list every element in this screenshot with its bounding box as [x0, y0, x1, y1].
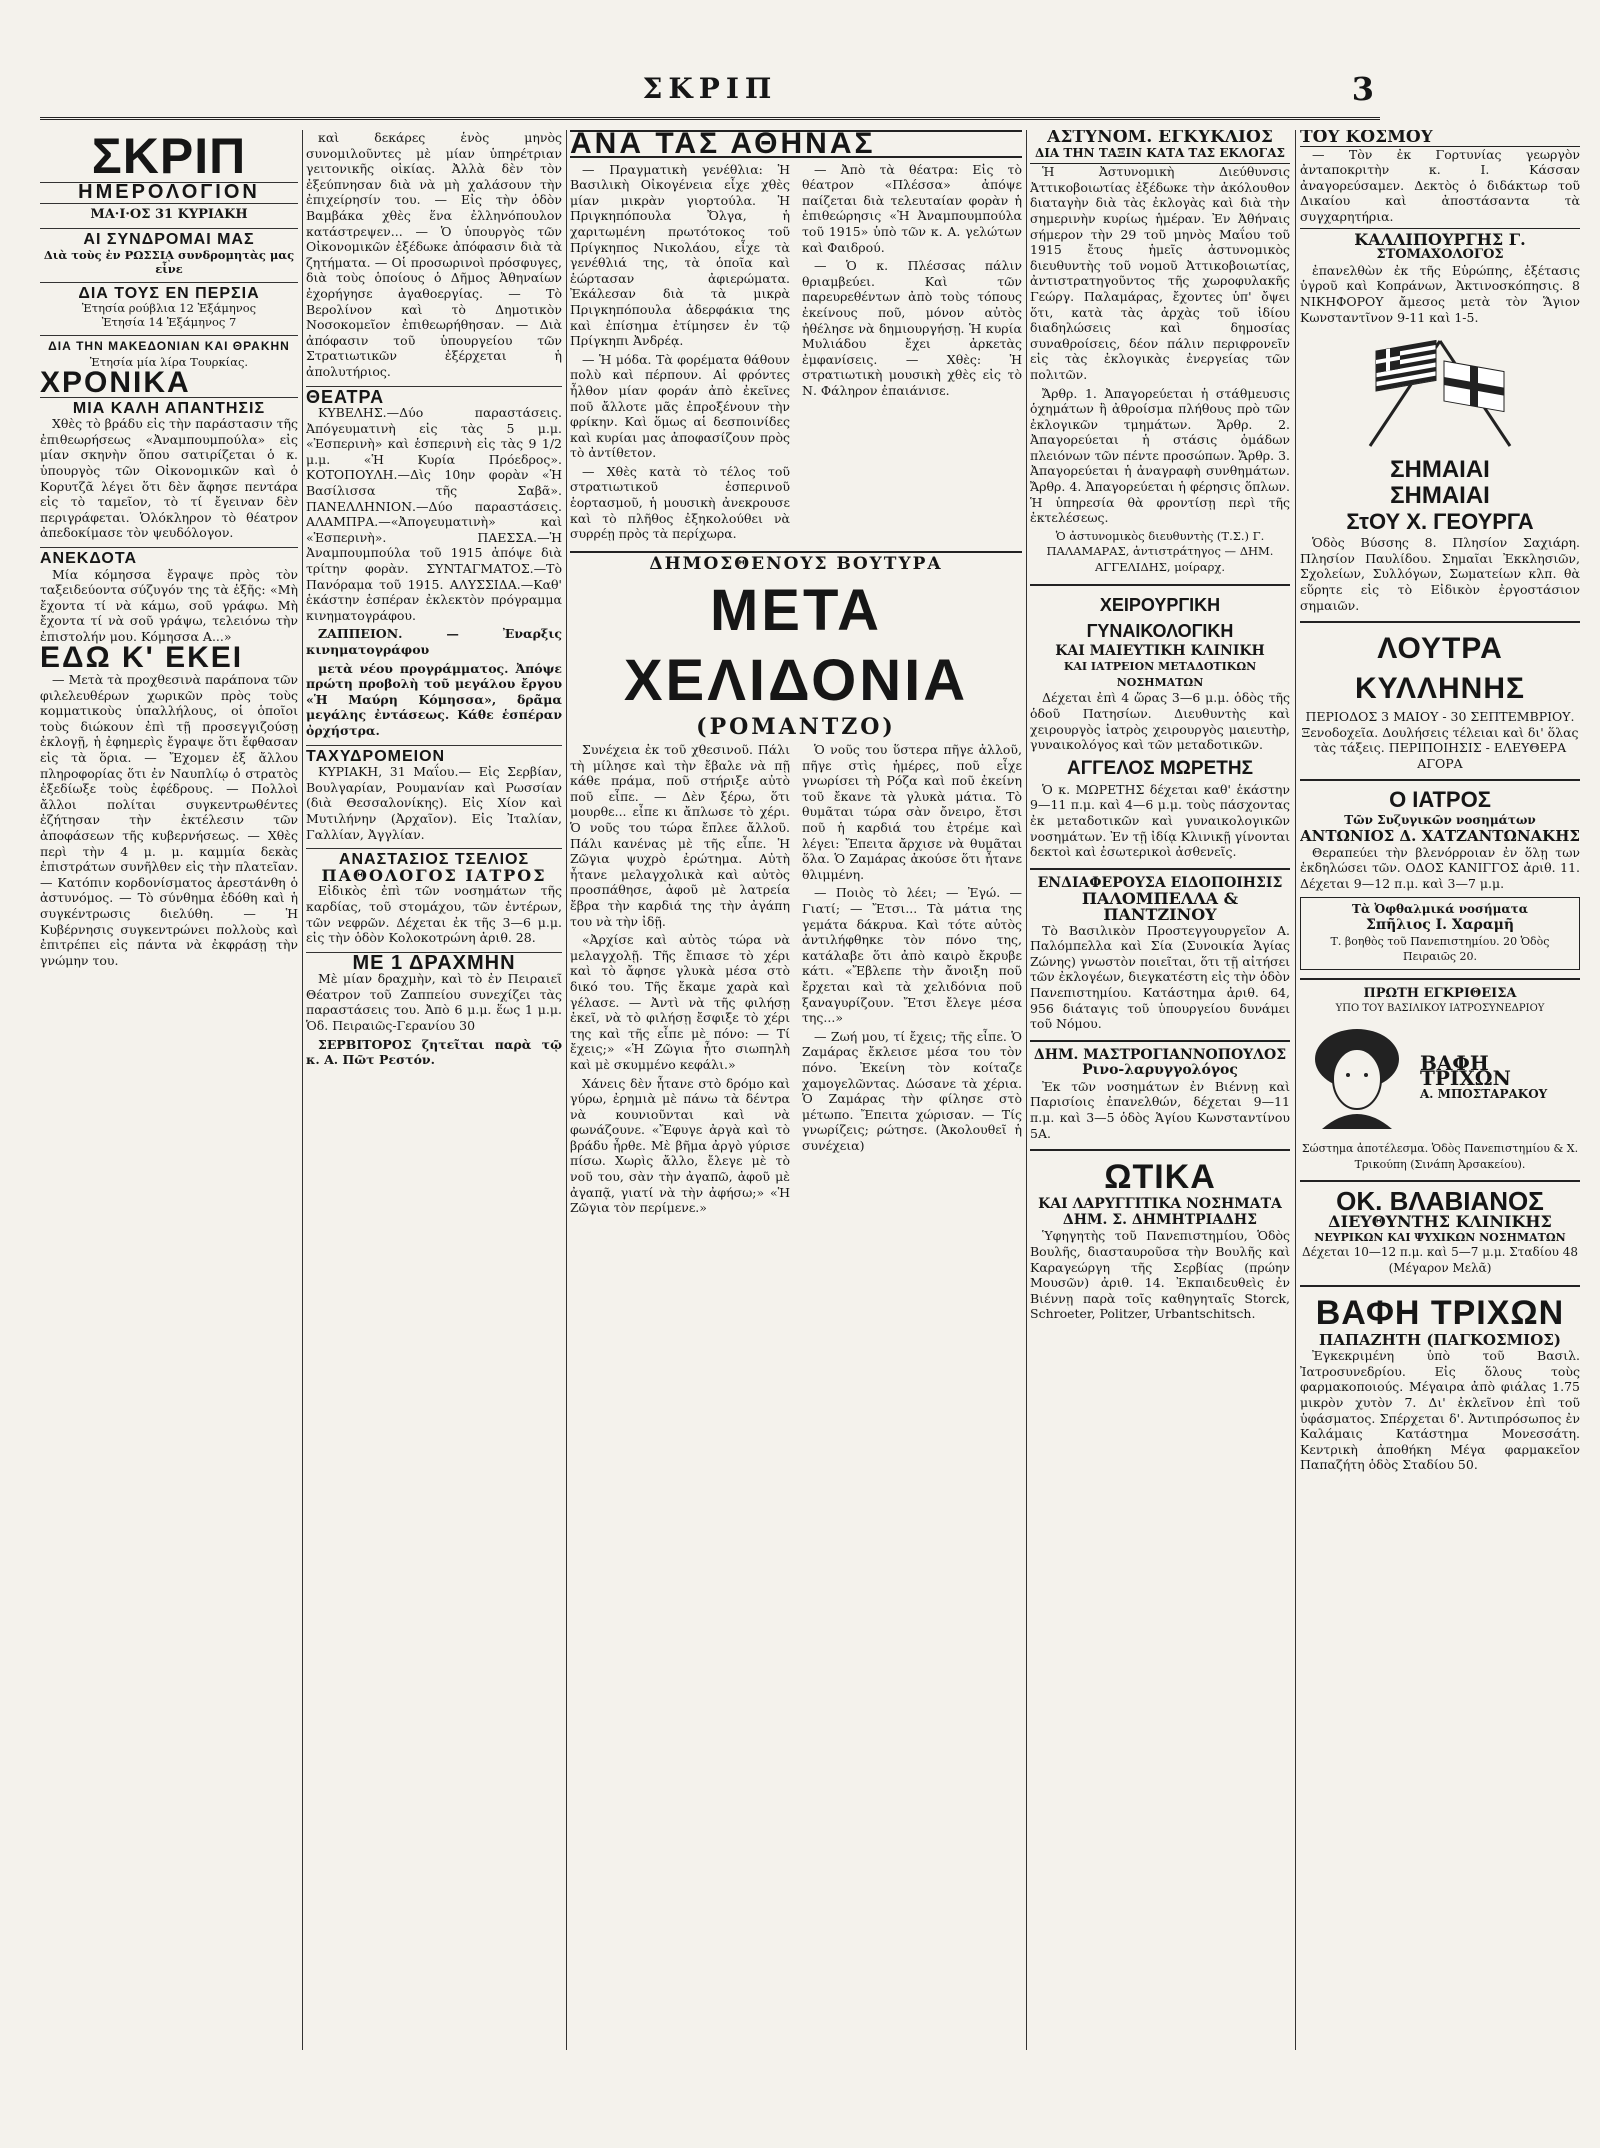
vlavianos-text: Δέχεται 10—12 π.μ. καὶ 5—7 μ.μ. Σταδίου 48 (Μέγαρον Μελᾶ): [1301, 1245, 1579, 1275]
column-5: [1030, 130, 1290, 2050]
novel-body: [570, 742, 1022, 1219]
macedonia-text: Ἐτησία μία λίρα Τουρκίας.: [89, 354, 249, 369]
vafi-text: Σώστημα ἀποτέλεσμα. Ὁδὸς Πανεπιστημίου & Χ. Τρικούπη (Σινάπη Ἀρσακείου).: [1301, 1142, 1579, 1171]
vafi-maker: Α. ΜΠΟΣΤΑΡΑΚΟΥ: [1420, 1086, 1548, 1101]
palompella-heading: ΕΝΔΙΑΦΕΡΟΥΣΑ ΕΙΔΟΠΟΙΗΣΙΣ: [1037, 874, 1283, 891]
otika-doctor: ΔΗΜ. Σ. ΔΗΜΗΤΡΙΑΔΗΣ: [1062, 1211, 1258, 1228]
vlavianos-subheading: ΔΙΕΥΘΥΝΤΗΣ ΚΛΙΝΙΚΗΣ: [1328, 1212, 1552, 1232]
papazitis-subheading: ΠΑΠΑΖΗΤΗ (ΠΑΓΚΟΣΜΙΟΣ): [1319, 1330, 1561, 1349]
theatra-text: ΚΥΒΕΛΗΣ.—Δύο παραστάσεις. Ἀπόγευματινὴ εἰς τὰς 5 μ.μ. «Ἑσπερινὴ» καὶ ἑσπερινὴ εἰς τὰς 9 1/2 μ.μ. «Ἡ Κυρία Πρόεδρος». ΚΟΤΟΠΟΥΛΗ.—Δὶς 10ην φορὰν «Ἡ Βασίλισσα τῆς Σαβᾶ». ΠΑΝΕΛΛΗΝΙΟΝ.—Δύο παραστάσεις. ΑΛΑΜΠΡΑ.—«Ἀπογευματινὴ» καὶ «Ἑσπερινὴ». ΠΑΕΣΣΑ.—Ἡ Ἀναμπουμπούλα τοῦ 1915 ἀπόψε διὰ τρίτην φορὰν. ΣΥΝΤΑΓΜΑΤΟΣ.—Τὸ Πανόραμα τοῦ 1915. ΑΛΥΣΣΙΔΑ.—Καθ' ἑκάστην ἑσπέραν ἐκλεκτὸν πρόγραμμα κινηματογράφου.: [306, 405, 562, 623]
column-1: [40, 130, 298, 2050]
papazitis-text: Ἐγκεκριμένη ὑπὸ τοῦ Βασιλ. Ἰατροσυνεδρίου. Εἰς ὅλους τοὺς φαρμακοποιούς. Μέγαιρα ἀπὸ φιάλας 1.75 μικρὸν χυτὸν 7. Δι' ἐκλεῖνον ἐπὶ τοῦ ὑφάσματος. Σπέρχεται δ'. Ἀντιπρόσωπος ἐν Καλάμαις Κατάστημα Μονεσσάτη. Κεντρικὴ ἀποθήκη Μέγα φαρμακεῖον Παπαζήτη ὁδὸς Σταδίου 50.: [1300, 1348, 1580, 1473]
gyn-text: Δέχεται ἐπὶ 4 ὥρας 3—6 μ.μ. ὁδὸς τῆς ὁδοῦ Πατησίων. Διευθυντὴς καὶ χειρουργὸς ἰατρὸς χειρουργὸς μαιευτὴρ, γυναικολόγος καὶ τῶν μεταδοτικῶν.: [1030, 690, 1290, 753]
chronika-heading: ΧΡΟΝΙΚΑ: [40, 365, 191, 399]
calendar-subtitle: ΗΜΕΡΟΛΟΓΙΟΝ: [40, 182, 298, 204]
ophthalmic-text: Τ. βοηθὸς τοῦ Πανεπιστημίου. 20 Ὁδὸς Πειραιῶς 20.: [1330, 934, 1550, 964]
subscriptions-text: Διὰ τοὺς ἐν ΡΩΣΣΙᾼ συνδρομητὰς μας εἶνε: [43, 247, 295, 276]
otika-heading: ΩΤΙΚΑ: [1104, 1158, 1216, 1197]
edo-text: — Μετὰ τὰ προχθεσινὰ παράπονα τῶν φιλελευθέρων χωρικῶν πρὸς τοὺς κομματικοὺς ὑπαλλήλους, οἱ ὁποῖοι τοὺς διώκουν ἐπὶ τῇ προσεγγιζούσῃ ἐκλογῇ, ἡ ἐφημερὶς ἔγραψε ὅτι ἔφθασαν εἰς τὰ ὅρια. — Ἔχομεν ἐξ ἄλλου πληροφορίας ὅτι ἐν Ναυπλίῳ ὁ στρατὸς ἐξεδίωξε τοὺς ἐφέδρους. — Πολλοὶ ἄλλοι πολίται συγκεντρωθέντες ἐζήτησαν τὴν ἐκτέλεσιν τῶν ἀποφάσεων τῆς κυβερνήσεως. — Χθὲς περὶ τὴν 4 μ. μ. καμμία δεκὰς ἐπιστράτων συνῆλθεν εἰς τὴν πλατεῖαν. — Κατόπιν κορδονίσματος ἀρεστάνθη ὁ ἀστυνόμος. — Τὸ σύνθημα ἐδόθη καὶ ἡ συγκέντρωσις διελύθη. — Ἡ Κυβέρνησις συγκεντρώνει πολλοὺς καὶ ἐπιτρέπει εἰς πάντα νὰ ἐκφράσῃ τὴν γνώμην του.: [40, 672, 298, 968]
post-text: ΚΥΡΙΑΚΗ, 31 Μαΐου.— Εἰς Σερβίαν, Βουλγαρίαν, Ρουμανίαν καὶ Ρωσσίαν (διὰ Θεσσαλονίκης). Εἰς Χίον καὶ Μυτιλήνην (Ἀρχαῖον). Εἰς Ἰταλίαν, Γαλλίαν, Ἀγγλίαν.: [306, 764, 562, 842]
otika-text: Ὑφηγητὴς τοῦ Πανεπιστημίου, Ὁδὸς Βουλῆς, διασταυροῦσα τὴν Βουλῆς καὶ Καραγεώργη τῆς Σερβίας (πρώην Μουσῶν) ἀριθ. 14. Ἐκπαιδευθεὶς ἐν Βιέννῃ παρὰ τοῖς καθηγηταῖς Storck, Schroeter, Politzer, Urbantschitsch.: [1030, 1228, 1290, 1322]
post-heading: ΤΑΧΥΔΡΟΜΕΙΟΝ: [306, 745, 562, 765]
gyn-ad: [1030, 584, 1290, 860]
masthead: ΣΚΡΙΠ: [642, 72, 778, 105]
mastrogiannopoulos-text: Ἐκ τῶν νοσημάτων ἐν Βιέννῃ καὶ Παρισίοις ἐπανελθών, δέχεται 9—11 π.μ. καὶ 3—5 ὁδὸς Ἁγίου Κωνσταντίνου 5Α.: [1030, 1078, 1290, 1141]
kosmos-text: — Τὸν ἐκ Γορτυνίας γεωργὸν ἀνταποκριτὴν κ. Ι. Κάσσαν ἀναγορεύσαμεν. Δεκτὸς ὁ διδάκτωρ τοῦ Δικαίου καὶ ἀποστάσαντα τὰ συγχαρητήρια.: [1300, 146, 1580, 224]
ana-heading: ΑΝΑ ΤΑΣ ΑΘΗΝΑΣ: [570, 130, 1022, 158]
kosmos-heading: ΤΟΥ ΚΟΣΜΟΥ: [1300, 130, 1580, 147]
mastrogiannopoulos-heading: ΔΗΜ. ΜΑΣΤΡΟΓΙΑΝΝΟΠΟΥΛΟΣ: [1033, 1046, 1287, 1063]
vafi-subheading: ΥΠΟ ΤΟΥ ΒΑΣΙΛΙΚΟΥ ΙΑΤΡΟΣΥΝΕΔΡΙΟΥ: [1335, 1003, 1545, 1015]
asty-text: Ἡ Ἀστυνομικὴ Διεύθυνσις Ἀττικοβοιωτίας ἐξέδωκε τὴν ἀκόλουθον διαταγὴν διὰ τὰς ἐκλογὰς καὶ διὰ τὴν σημερινὴν κυρίως ἡμέραν. Ἐν Ἀθήναις σήμερον τὴν 29 τοῦ μηνὸς Μαΐου τοῦ 1915 ἔτους ἡμεῖς ἀστυνομικὸς διευθυντὴς τοῦ νομοῦ Ἀττικοβοιωτίας, ἀντιστρατηγοῦντος τῆς χωροφυλακῆς Γεώργ. Παλαμάρας, ἔχοντες ὑπ' ὄψει ὅτι, κατὰ τὰς ἀρχὰς τοῦ ἰδίου διαδηλώσεις καὶ δημοσίας συναθροίσεις, δέον πάλιν περιφρονεῖν εἰς τὰς ἐκλογικὰς ἐνεργείας τῶν πολιτῶν.: [1030, 164, 1290, 382]
doctor-name: ΑΝΑΣΤΑΣΙΟΣ ΤΣΕΛΙΟΣ: [306, 848, 562, 868]
edo-heading: ΕΔΩ Κ' ΕΚΕΙ: [40, 641, 244, 675]
palompella-subheading: ΠΑΛΟΜΠΕΛΛΑ & ΠΑΝΤΖΙΝΟΥ: [1081, 889, 1239, 924]
papazitis-heading: ΒΑΦΗ ΤΡΙΧΩΝ: [1315, 1293, 1565, 1332]
anekdota-text: Μία κόμησσα ἔγραψε πρὸς τὸν ταξειδεύοντα σύζυγόν της τὰ ἑξῆς: «Μὴ ἔχοντα τί νὰ κάμω, σοῦ γράφω. Μὴ ἔχοντα τί νὰ σοῦ γράψω, τελειόνω τὴν ἐπιστολήν μου. Κόμησσα Α...»: [40, 566, 298, 644]
persia-heading: ΔΙΑ ΤΟΥΣ ΕΝ ΠΕΡΣΙΑ: [40, 282, 298, 302]
zappeion-text: μετὰ νέου προγράμματος. Ἀπόψε πρώτη προβολὴ τοῦ μεγάλου ἔργου «Ἡ Μαύρη Κόμησσα», δρᾶμα μεγάλης ἐντάσεως. Κάθε ἑσπέραν ὀρχήστρα.: [306, 660, 562, 738]
macedonia-heading: ΔΙΑ ΤΗΝ ΜΑΚΕΔΟΝΙΑΝ ΚΑΙ ΘΡΑΚΗΝ: [40, 335, 298, 355]
calendar-date: ΜΑ·Ι·ΟΣ 31 ΚΥΡΙΑΚΗ: [90, 206, 248, 222]
vafi-title: ΒΑΦΗ ΤΡΙΧΩΝ: [1420, 1050, 1511, 1091]
otika-subheading: ΚΑΙ ΛΑΡΥΓΓΙΤΙΚΑ ΝΟΣΗΜΑΤΑ: [1038, 1196, 1282, 1213]
asty-signature: Ὁ ἀστυνομικὸς διευθυντὴς (Τ.Σ.) Γ. ΠΑΛΑΜΑΡΑΣ, ἀντιστράτηγος — ΔΗΜ. ΑΓΓΕΛΙΔΗΣ, μοίραρχ.: [1046, 528, 1274, 575]
vlavianos-heading: ΟΚ. ΒΛΑΒΙΑΝΟΣ: [1336, 1186, 1544, 1217]
column-3: [570, 130, 1022, 2050]
column-rule: [566, 130, 567, 2050]
vafi-ad: [1300, 978, 1580, 1172]
asty-text-b: Ἄρθρ. 1. Ἀπαγορεύεται ἡ στάθμευσις ὁχημάτων ἢ ἀθροίσμα πλήθους πρὸ τῶν ἐκλογικῶν τμημάτων. Ἄρθρ. 2. Ἀπαγορεύεται ἡ στάσις ὁμάδων πλειόνων τῶν πέντε προσώπων. Ἄρθρ. 3. Ἀπαγορεύεται ἡ ἀναγραφὴ συνθημάτων. Ἄρθρ. 4. Ἀπαγορεύεται ἡ φέρησις ὅπλων. Ἡ ὑπηρεσία θὰ φροντίσῃ περὶ τῆς ἐκτελέσεως.: [1030, 385, 1290, 526]
palompella-ad: [1030, 868, 1290, 1032]
loutra-line-1: ΛΟΥΤΡΑ: [1377, 632, 1503, 666]
ana-text-b: — Ἡ μόδα. Τὰ φορέματα θάθουν πολὺ καὶ πέρπουν. Αἱ φρόντες ἦλθον μίαν φοράν ἀπὸ ἐκεῖνες ποῦ ἄλλοτε μᾶς ἐπροξένουν τὴν φρίκην. Καὶ ὅμως αἱ δεσποινίδες καὶ κυρίαι μας ἀποφασίζουν πρὸς τὸ ἀντίθετον.: [570, 351, 790, 461]
novel-text-b: Ὁ νοῦς του ὕστερα πῆγε ἀλλοῦ, πῆγε στὶς ἡμέρες, ποῦ εἶχε γνωρίσει τὴ Ρόζα καὶ ποῦ ἐκείνη τοῦ ἔκανε τὰ γλυκὰ μάτια. Τὸ θυμᾶται τώρα σὰν ὄνειρο, ἔτσι ποῦ ἡ καρδιά του ἐτρέμε καὶ λέγει: Ἔπειτα ἄρχισε νὰ θυμᾶται ὅλα. Ὁ Ζαμάρας ἀκούσε ὅτι ἦτανε θλιμμένη.: [802, 742, 1022, 882]
loutra-text: ΠΕΡΙΟΔΟΣ 3 ΜΑΙΟΥ - 30 ΣΕΠΤΕΜΒΡΙΟΥ. Ξενοδοχεῖα. Δουλήσεις τέλειαι καὶ δι' ὅλας τὰς τάξεις. ΠΕΡΙΠΟΙΗΣΙΣ - ΕΛΕΥΘΕΡΑ ΑΓΟΡΑ: [1301, 709, 1579, 771]
kali-heading: ΜΙΑ ΚΑΛΗ ΑΠΑΝΤΗΣΙΣ: [40, 397, 298, 417]
serbitor-ad: ΣΕΡΒΙΤΟΡΟΣ ζητεῖται παρὰ τῷ κ. Α. Πῶτ Ρεστόν.: [306, 1036, 562, 1068]
gyn-heading: ΧΕΙΡΟΥΡΓΙΚΗ ΓΥΝΑΙΚΟΛΟΓΙΚΗ: [1086, 594, 1234, 641]
novel-text-d: — Ποιὸς τὸ λέει; — Ἐγώ. — Γιατί; — Ἔτσι... Τὰ μάτια της γεμάτα δάκρυα. Καὶ τότε αὐτὸς ἀντιλήφθηκε τὸν πόνο της, κατάλαβε ὅτι ἀπὸ καιρὸ ἔκρυβε κάτι. «Ἔβλεπε τὴν ἄνοιξη ποῦ ἔρχεται καὶ τὰ χελιδόνια ποῦ ξαναγυρίζουν. Ἔτσι ἔλεγε μέσα της...»: [802, 885, 1022, 1026]
iatros-subheading: Τῶν Συζυγικῶν νοσημάτων: [1344, 813, 1536, 828]
novel-author: ΔΗΜΟΣΘΕΝΟΥΣ ΒΟΥΤΥΡΑ: [570, 551, 1022, 573]
drachmi-text: Μὲ μίαν δραχμὴν, καὶ τὸ ἐν Πειραιεῖ Θέατρον τοῦ Ζαππείου συνεχίζει τὰς παραστάσεις του. Ἀπὸ 6 μ.μ. ἕως 1 μ.μ. Ὁδ. Πειραιῶς-Γερανίου 30: [306, 971, 562, 1034]
vafi-heading: ΠΡΩΤΗ ΕΓΚΡΙΘΕΙΣΑ: [1363, 985, 1517, 1001]
loutra-line-2: ΚΥΛΛΗΝΗΣ: [1355, 672, 1525, 706]
persia-line-1: Ἐτησία ρούβλια 12 Ἑξάμηνος: [81, 301, 257, 316]
flags-text: Ὁδὸς Βύσσης 8. Πλησίον Σαχιάρη. Πλησίον Παυλίδου. Σημαῖαι Ἐκκλησιῶν, Σχολείων, Συλλόγων, Σωματείων κλπ. θὰ εὕρητε εἰς τὸ Εἰδικὸν ἐργοστάσιον σημαιῶν.: [1300, 535, 1580, 613]
ana-text-d: — Ἀπὸ τὰ θέατρα: Εἰς τὸ θέατρον «Πλέσσα» ἀπόψε παίζεται διὰ τελευταίαν φορὰν ἡ ἐπιθεώρησις «Ἡ Ἀναμπουμπούλα τοῦ 1915» ὑπὸ τῶν κ. Α. γελώτων καὶ Φαιδρού.: [802, 161, 1022, 255]
kal-text: ἐπανελθὼν ἐκ τῆς Εὐρώπης, ἐξέτασις ὑγροῦ καὶ Κοπράνων, Ἀκτινοσκόπησις. 8 ΝΙΚΗΦΟΡΟΥ ἄμεσος μετὰ τὸν Ἅγιον Κωνσταντῖνον 9-11 καὶ 1-5.: [1300, 262, 1580, 325]
subscriptions-heading: ΑΙ ΣΥΝΔΡΟΜΑΙ ΜΑΣ: [40, 228, 298, 248]
persia-line-2: Ἐτησία 14 Ἑξάμηνος 7: [101, 315, 237, 330]
mastrogiannopoulos-ad: [1030, 1040, 1290, 1142]
asty-heading: ΑΣΤΥΝΟΜ. ΕΓΚΥΚΛΙΟΣ: [1047, 130, 1273, 147]
woman-portrait-icon: [1302, 1019, 1412, 1139]
vlavianos-ad: [1300, 1180, 1580, 1276]
ana-body: [570, 162, 1022, 545]
ana-text-a: — Πραγματικὴ γενέθλια: Ἡ Βασιλικὴ Οἰκογένεια εἶχε χθὲς μίαν μικρὰν γιορτούλα. Ἡ Πριγκηπόπουλα Ὄλγα, ἡ χαριτωμένη πρωτότοκος τοῦ Πρίγκηπος Νικολάου, εἶχε τὰ γενέθλιά της, τὰ ὁποῖα καὶ ἑώρτασαν ἀφιερώματα. Ἐκάλεσαν διὰ τὰ μικρὰ Πριγκηπόπουλα ἀδερφάκια της καὶ ἐπίσημα ἐτίμησεν ἐν τῷ Πρίγκηπι Ἀνδρέᾳ.: [570, 161, 790, 349]
column-2: [306, 130, 562, 2050]
gyn-subheading-2: ΚΑΙ ΙΑΤΡΕΙΟΝ ΜΕΤΑΔΟΤΙΚΩΝ ΝΟΣΗΜΑΤΩΝ: [1063, 660, 1257, 689]
novel-text-c: «Ἀρχίσε καὶ αὐτὸς τώρα νὰ μελαγχολῇ. Τῆς ἔπιασε τὸ χέρι καὶ τὸ ἄφησε γλυκὰ μέσα στὸ δικό του. Τῆς ἔκαμε χαρὰ καὶ γέλασε. — Ἀντὶ νὰ τῆς φιλήσῃ ἐκεῖ, νὰ τὸ φιλήσῃ ἔσφιξε τὸ χέρι της καὶ τῆς εἶπε μὲ πόνο: — Τί ἔχεις;» «Ἡ Ζῶγια ἦτο σιωπηλὴ καὶ μὲ σκυμμένο κεφάλι.»: [570, 932, 790, 1072]
zappeion-heading: ΖΑΠΠΕΙΟΝ. — Ἐναρξις κινηματογράφου: [306, 626, 562, 657]
ophthalmic-heading: Τὰ Ὀφθαλμικά νοσήματα: [1352, 902, 1528, 917]
theatra-heading: ΘΕΑΤΡΑ: [306, 386, 562, 406]
mastrogiannopoulos-subheading: Ρινο-λαρυγγολόγος: [1082, 1062, 1238, 1079]
loutra-ad: [1300, 621, 1580, 771]
ophthalmic-name: Σπῆλιος Ι. Χαραμῆ: [1365, 917, 1515, 934]
ana-text-c: — Χθὲς κατὰ τὸ τέλος τοῦ στρατιωτικοῦ ἑσπερινοῦ ἑορτασμοῦ, ἡ μουσικὴ ἀνεκρουσε καὶ τὸ πλῆθος ἐξηκολούθει νὰ συρρέῃ πρὸς τὰ περίχωρα.: [570, 463, 790, 542]
running-header: [40, 70, 1380, 120]
page-number: 3: [1351, 70, 1374, 108]
ana-text-e: — Ὁ κ. Πλέσσας πάλιν θριαμβεύει. Καὶ τῶν παρευρεθέντων ἀπὸ τοὺς τόπους ἐκείνους ποῦ, μόνον αὐτὸς ἠθέλησε νὰ δημιουργήσῃ. Ἡ κυρία Μυλιάδου ἔχει ἀρκετὰς ἐμφανίσεις. — Χθὲς: Ἡ στρατιωτικὴ μουσικὴ χθὲς εἰς τὸ Ν. Φάληρον ἐπαιάνισε.: [802, 258, 1022, 398]
novel-title: ΜΕΤΑ ΧΕΛΙΔΟΝΙΑ: [623, 578, 969, 714]
column-rule: [1026, 130, 1027, 2050]
vlavianos-subheading-2: ΝΕΥΡΙΚΩΝ ΚΑΙ ΨΥΧΙΚΩΝ ΝΟΣΗΜΑΤΩΝ: [1314, 1230, 1566, 1244]
calendar-title: ΣΚΡΙΠ: [91, 130, 247, 184]
column-rule: [302, 130, 303, 2050]
flags-line-2: ΣΗΜΑΙΑΙ: [1390, 482, 1490, 510]
novel-subtitle: (ΡΟΜΑΝΤΖΟ): [696, 714, 896, 741]
novel-text-a: Συνέχεια ἐκ τοῦ χθεσινοῦ. Πάλι τὴ μίλησε καὶ τὴν ἔβαλε νὰ πῇ κάθε πράμα, ποῦ στήριξε αὐτὸ ποῦ εἶπε. — Δὲν ξέρω, ὅτι μουρθε... εἶπε κι ἄπλωσε τὸ χέρι. Ὁ νοῦς του τώρα ἔπλεε ἄλλοῦ. Πάλι κανένας μὲ τῆς εἶπε. Ἡ Ζῶγια ψυχρὸ ἐρώτημα. Αὐτὴ ἦτανε μελαγχολικὰ καὶ αὐτὸς προσπάθησε, ἀφοῦ μὲ λατρεία ἔβρα τὴν καρδιά της τὴν ἀγάπη του νὰ τὴν ἰδῇ.: [570, 742, 790, 929]
flags-line-1: ΣΗΜΑΙΑΙ: [1390, 456, 1490, 484]
iatros-heading: Ο ΙΑΤΡΟΣ: [1389, 787, 1491, 813]
column-6: [1300, 130, 1580, 2050]
doctor-text: Εἰδικὸς ἐπὶ τῶν νοσημάτων τῆς καρδίας, τοῦ στομάχου, τῶν ἐντέρων, τῶν νεφρῶν. Δέχεται ἐκ τῆς 3—6 μ.μ. εἰς τὴν ὁδὸν Κολοκοτρώνη ἀριθ. 28.: [306, 883, 562, 946]
novel-text-f: — Ζωή μου, τί ἔχεις; τῆς εἶπε. Ὁ Ζαμάρας ἔκλεισε μέσα του τὸν πόνο. Ἐκείνη τὸν κοίταζε χαμογελῶντας. Δώσανε τὰ χέρια. Ὁ Ζαμάρας τὴν φίλησε στὸ μέτωπο. Ἔπειτα χώρισαν. — Τίς γνωρίζεις; ρώτησε. (Ἀκολουθεῖ ἡ συνέχεια): [802, 1028, 1022, 1153]
iatros-text: Θεραπεύει τὴν βλενόρροιαν ἐν ὅλῃ των ἐκδηλώσει τῶν. ΟΔΟΣ ΚΑΝΙΓΓΟΣ ἀριθ. 11. Δέχεται 9—12 π.μ. καὶ 3—7 μ.μ.: [1300, 844, 1580, 891]
moretis-text: Ὁ κ. ΜΩΡΕΤΗΣ δέχεται καθ' ἑκάστην 9—11 π.μ. καὶ 4—6 μ.μ. τοὺς πάσχοντας ἐκ μεταδοτικῶν καὶ γυναικολογικῶν νοσημάτων. Ἐν τῇ ἰδίᾳ Κλινικῇ γίνονται δεκτοὶ καὶ ἐσωτερικοὶ ἀσθενεῖς.: [1030, 781, 1290, 860]
column-rule: [1295, 130, 1296, 2050]
kal-heading: ΚΑΛΛΙΠΟΥΡΓΗΣ Γ.: [1300, 228, 1580, 248]
crossed-flags-icon: [1340, 331, 1540, 451]
otika-ad: [1030, 1149, 1290, 1322]
kali-text: Χθὲς τὸ βράδυ εἰς τὴν παράστασιν τῆς ἐπιθεωρήσεως «Ἀναμπουμπούλα» εἰς μίαν σκηνὴν ὅπου σατιρίζεται ὁ κ. ὑπουργὸς τῶν Οἰκονομικῶν καὶ ὁ Κορυτζᾶ λέγει ὅτι δὲν ἄφησε πεντάρα εἰς τὸ ταμεῖον, τὸ τί ἔγειναν δὲν περιγράφεται. Ὁλόκληρον τὸ θέατρον ἀπεδοκίμασε τὸν ψευδόλογον.: [40, 416, 298, 541]
gyn-subheading: ΚΑΙ ΜΑΙΕΥΤΙΚΗ ΚΛΙΝΙΚΗ: [1055, 642, 1265, 659]
iatros-ad: [1300, 779, 1580, 891]
doctor-title: ΠΑΘΟΛΟΓΟΣ ΙΑΤΡΟΣ: [321, 865, 547, 885]
moretis-name: ΑΓΓΕΛΟΣ ΜΩΡΕΤΗΣ: [1067, 757, 1253, 779]
novel-text-e: Χάνεις δὲν ἦτανε στὸ δρόμο καὶ γύρω, ἐρημιὰ μὲ πάνω τὰ δέντρα νὰ κουνιοῦνται καὶ νὰ φωνάζουνε. «Ἔφυγε ἀργὰ καὶ τὸ βράδυ ἦρθε. Μὲ βῆμα ἀργὸ γύρισε πίσω. Χωρὶς ἄλλο, ἔλεγε μὲ τὸ νοῦ του, σὰν τὴν ἀγαπῶ, ἀφοῦ μὲ ἀγαπᾷ, γιατί νὰ τὴν ἀφήσω;» «Ἡ Ζῶγια τὸν περίμενε.»: [570, 1075, 790, 1216]
ophthalmic-ad: [1300, 897, 1580, 969]
iatros-name: ΑΝΤΩΝΙΟΣ Δ. ΧΑΤΖΑΝΤΩΝΑΚΗΣ: [1300, 827, 1580, 846]
drachmi-heading: ΜΕ 1 ΔΡΑΧΜΗΝ: [306, 952, 562, 972]
asty-subheading: ΔΙΑ ΤΗΝ ΤΑΞΙΝ ΚΑΤΑ ΤΑΣ ΕΚΛΟΓΑΣ: [1030, 146, 1290, 165]
kal-subheading: ΣΤΟΜΑΧΟΛΟΓΟΣ: [1376, 247, 1504, 263]
anekdota-heading: ΑΝΕΚΔΟΤΑ: [40, 547, 298, 567]
flags-line-3: ΣτΟΥ Χ. ΓΕΟΥΡΓΑ: [1346, 509, 1534, 535]
col2-intro-text: καὶ δεκάρες ἑνὸς μηνὸς συνομιλοῦντες μὲ μίαν ὑπηρέτριαν γειτονικῆς οἰκίας. Ἀλλὰ δὲν τὸν ἐξεύπνησαν διὰ νὰ μὴ χαλάσουν τὴν ἐπιχείρησίν του. — Εἰς τὴν ὁδὸν Βαμβάκα χθὲς ἕνα ἐλληνόπουλον κατάστρεψεν... — Ὁ ὑπουργὸς τῶν Οἰκονομικῶν ἐξέδωκε ἀπόφασιν διὰ τὰ ζητήματα. — Οἱ προσωρινοὶ πρόσφυγες, διὰ τοὺς ὁποίους ὁ Δῆμος Ἀθηναίων ἐχορήγησε ἀγαθοεργίας. — Τὸ Βερολίνον καὶ τὸ Δημοτικὸν Νοσοκομεῖον ἐπιθεωρήθησαν. — Διὰ ἀπόφασιν τοῦ ὑπουργείου τῶν Στρατιωτικῶν ἐξέρχεται ἡ ἀπολυτήριος.: [306, 130, 562, 379]
palompella-text: Τὸ Βασιλικὸν Προστεγγουργεῖον Α. Παλόμπελλα καὶ Σία (Συνοικία Ἁγίας Ζώνης) γνωστὸν ποιεῖται, ὅτι τῇ αἰτήσει τῶν ἐκλογέων, διεγκατέστη εἰς τὴν ὁδὸν Πανεπιστημίου. Κατάστημα ἀριθ. 64, 956 διάταγις τοῦ ὑπουργείου δυνάμει τοῦ Νόμου.: [1030, 922, 1290, 1032]
papazitis-ad: [1300, 1285, 1580, 1473]
